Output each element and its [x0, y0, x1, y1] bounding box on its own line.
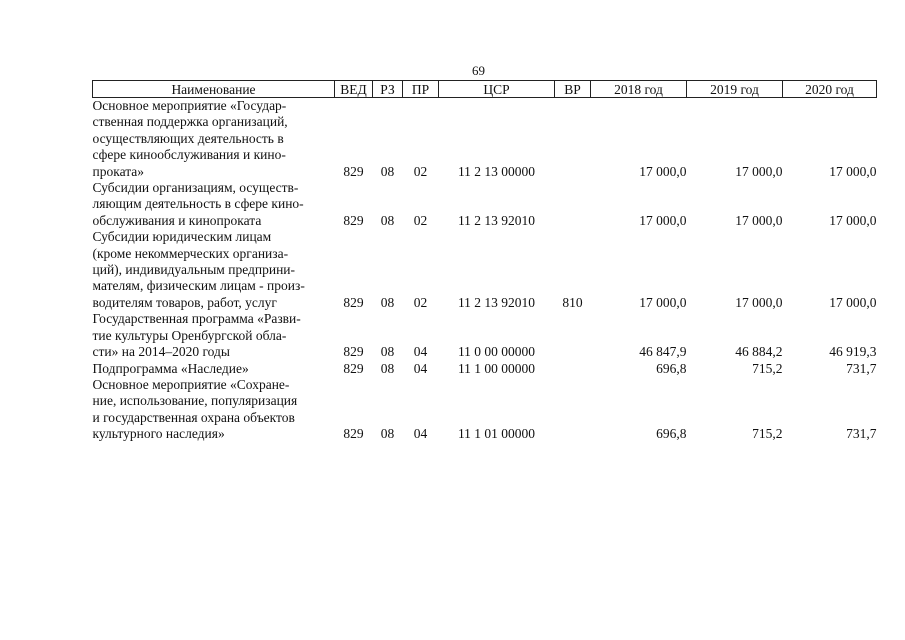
row-ved: 829: [343, 163, 364, 179]
header-2019: 2019 год: [687, 81, 783, 98]
header-ved: ВЕД: [335, 81, 373, 98]
row-csr: 11 2 13 92010: [457, 294, 536, 310]
row-2019: 17 000,0: [735, 294, 783, 310]
row-name: Государственная программа «Разви- тие культуры Оренбургской обла- сти» на 2014–2020 годы: [92, 311, 301, 360]
row-vr: [555, 311, 591, 360]
row-rz: 08: [380, 344, 395, 360]
row-pr: 02: [413, 212, 428, 228]
row-pr: 02: [413, 163, 428, 179]
row-ved: 829: [343, 426, 364, 442]
row-2018: 17 000,0: [639, 294, 687, 310]
row-vr: [555, 377, 591, 443]
row-csr: 11 1 00 00000: [457, 360, 536, 376]
row-name: Субсидии организациям, осуществ- ляющим деятельность в сфере кино- обслуживания и кинопроката: [92, 180, 304, 228]
row-2020: 46 919,3: [829, 344, 877, 360]
header-name: Наименование: [93, 81, 335, 98]
header-rz: РЗ: [373, 81, 403, 98]
row-2019: 17 000,0: [735, 212, 783, 228]
header-2020: 2020 год: [783, 81, 877, 98]
row-2019: 17 000,0: [735, 163, 783, 179]
row-2020: 731,7: [846, 360, 877, 376]
row-name: Субсидии юридическим лицам (кроме некоммерческих организа- ций), индивидуальным предприни- мателям, физическим лицам - произ- водителям товаров, работ, услуг: [92, 229, 305, 310]
header-pr: ПР: [403, 81, 439, 98]
row-csr: 11 2 13 92010: [457, 212, 536, 228]
header-csr: ЦСР: [439, 81, 555, 98]
row-csr: 11 2 13 00000: [457, 163, 536, 179]
row-pr: 04: [413, 360, 428, 376]
header-vr: ВР: [555, 81, 591, 98]
row-2018: 696,8: [656, 360, 687, 376]
row-2018: 17 000,0: [639, 212, 687, 228]
row-2018: 17 000,0: [639, 163, 687, 179]
row-csr: 11 0 00 00000: [457, 344, 536, 360]
table-row: [93, 377, 877, 443]
row-csr: 11 1 01 00000: [457, 426, 536, 442]
row-2020: 731,7: [846, 426, 877, 442]
table-row: [93, 98, 877, 181]
table-row: [93, 361, 877, 377]
row-name: Подпрограмма «Наследие»: [92, 360, 249, 376]
row-2019: 46 884,2: [735, 344, 783, 360]
row-pr: 04: [413, 426, 428, 442]
table-row: [93, 229, 877, 311]
page-number: 69: [472, 63, 485, 78]
row-vr: [555, 180, 591, 229]
row-2019: 715,2: [752, 360, 783, 376]
row-ved: 829: [343, 212, 364, 228]
row-ved: 829: [343, 344, 364, 360]
row-rz: 08: [380, 212, 395, 228]
row-ved: 829: [343, 294, 364, 310]
row-pr: 02: [413, 294, 428, 310]
header-2018: 2018 год: [591, 81, 687, 98]
budget-table: [92, 80, 877, 443]
row-2020: 17 000,0: [829, 294, 877, 310]
row-name: Основное мероприятие «Государ- ственная поддержка организаций, осуществляющих деятельность в сфере кинообслуживания и кино- проката»: [92, 98, 288, 179]
row-vr: [555, 98, 591, 181]
row-name: Основное мероприятие «Сохране- ние, использование, популяризация и государственная охрана объектов культурного наследия»: [92, 376, 298, 442]
row-2020: 17 000,0: [829, 163, 877, 179]
row-rz: 08: [380, 360, 395, 376]
row-2018: 696,8: [656, 426, 687, 442]
row-2019: 715,2: [752, 426, 783, 442]
row-rz: 08: [380, 294, 395, 310]
table-row: [93, 180, 877, 229]
table-row: [93, 311, 877, 360]
row-pr: 04: [413, 344, 428, 360]
row-vr: [555, 361, 591, 377]
row-rz: 08: [380, 426, 395, 442]
row-2018: 46 847,9: [639, 344, 687, 360]
row-rz: 08: [380, 163, 395, 179]
row-vr: 810: [562, 294, 583, 310]
table-header-row: [93, 81, 877, 98]
row-ved: 829: [343, 360, 364, 376]
row-2020: 17 000,0: [829, 212, 877, 228]
